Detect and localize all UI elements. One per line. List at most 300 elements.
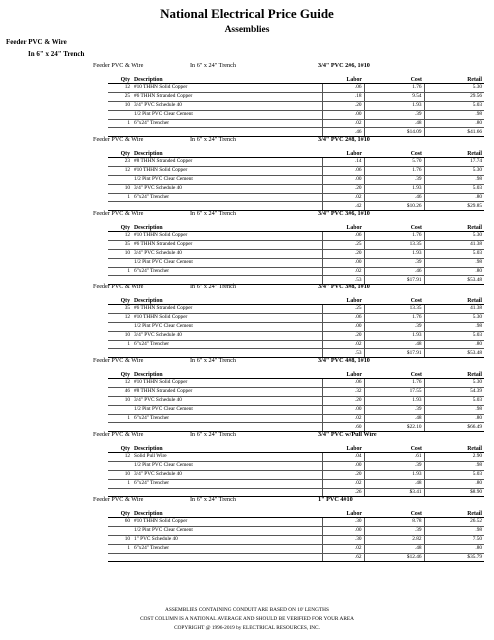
page-title: National Electrical Price Guide	[160, 6, 334, 21]
line-item-cost: 13.35	[364, 240, 424, 249]
column-header-row	[108, 295, 484, 305]
assembly-label: 3/4" PVC 3#6, 1#10	[318, 210, 370, 217]
line-item-description: 1/2 Pint PVC Clear Cement	[132, 258, 322, 267]
line-item-cost: .48	[364, 340, 424, 349]
line-item-labor: .30	[322, 518, 364, 527]
line-item-labor: .02	[322, 119, 364, 128]
total-retail: $29.85	[424, 202, 484, 211]
total-retail: $66.49	[424, 423, 484, 432]
line-item-cost: 17.55	[364, 387, 424, 396]
assembly-header	[0, 210, 494, 221]
line-item-retail: 2.90	[424, 453, 484, 462]
line-item-labor: .02	[322, 267, 364, 276]
column-header-labor: Labor	[322, 74, 364, 84]
line-item-row	[108, 193, 484, 202]
assembly-table	[108, 295, 484, 358]
assembly-trench: In 6" x 24" Trench	[190, 283, 236, 290]
line-item-qty: 35	[108, 305, 132, 314]
line-item-labor: .02	[322, 414, 364, 423]
line-item-retail: .80	[424, 479, 484, 488]
column-header-labor: Labor	[322, 443, 364, 453]
total-retail: $53.48	[424, 276, 484, 285]
total-retail: $53.48	[424, 349, 484, 358]
line-item-cost: 1.76	[364, 166, 424, 175]
total-cost: $22.10	[364, 423, 424, 432]
column-header-qty: Qty	[108, 508, 132, 518]
line-item-description: #8 THHN Stranded Copper	[132, 387, 322, 396]
line-item-retail: .98	[424, 526, 484, 535]
line-item-cost: 1.76	[364, 379, 424, 388]
line-item-row	[108, 232, 484, 241]
line-item-row	[108, 258, 484, 267]
line-item-labor: .20	[322, 184, 364, 193]
line-item-cost: .48	[364, 544, 424, 553]
line-item-description: 3/4" PVC Schedule 40	[132, 396, 322, 405]
line-item-retail: 29.56	[424, 92, 484, 101]
assembly-header	[0, 283, 494, 294]
line-item-retail: 5.30	[424, 313, 484, 322]
column-header-row	[108, 222, 484, 232]
assembly-item: Feeder PVC & Wire	[93, 431, 144, 438]
line-item-labor: .06	[322, 379, 364, 388]
line-item-retail: 41.38	[424, 240, 484, 249]
line-item-retail: .80	[424, 267, 484, 276]
line-item-labor: .00	[322, 461, 364, 470]
line-item-qty	[108, 175, 132, 184]
page-subtitle: Assemblies	[224, 25, 270, 35]
line-item-row	[108, 119, 484, 128]
line-item-description: 6"x24" Trencher	[132, 267, 322, 276]
line-item-description: #6 THHN Stranded Copper	[132, 240, 322, 249]
column-header-cost: Cost	[364, 508, 424, 518]
column-header-qty: Qty	[108, 443, 132, 453]
line-item-row	[108, 101, 484, 110]
line-item-description: 1/2 Pint PVC Clear Cement	[132, 322, 322, 331]
line-item-row	[108, 184, 484, 193]
line-item-labor: .18	[322, 92, 364, 101]
line-item-row	[108, 340, 484, 349]
line-item-qty: 1	[108, 267, 132, 276]
line-item-qty: 1	[108, 119, 132, 128]
line-item-retail: 17.74	[424, 158, 484, 167]
line-item-cost: 1.93	[364, 101, 424, 110]
line-item-row	[108, 249, 484, 258]
line-item-retail: 26.52	[424, 518, 484, 527]
line-item-row	[108, 175, 484, 184]
line-item-row	[108, 470, 484, 479]
subcategory-heading: In 6" x 24" Trench	[28, 50, 85, 58]
total-cost: $17.91	[364, 276, 424, 285]
line-item-qty: 1	[108, 544, 132, 553]
assembly-block	[0, 136, 494, 209]
line-item-retail: .98	[424, 322, 484, 331]
total-labor: .42	[322, 202, 364, 211]
line-item-retail: 5.03	[424, 101, 484, 110]
line-item-labor: .20	[322, 396, 364, 405]
assembly-item: Feeder PVC & Wire	[93, 210, 144, 217]
assembly-table	[108, 508, 484, 562]
line-item-cost: 1.93	[364, 249, 424, 258]
line-item-cost: .39	[364, 322, 424, 331]
footer-copyright: COPYRIGHT @ 1996-2019 by ELECTRICAL RESOURCES, INC.	[174, 625, 320, 631]
total-labor: .53	[322, 276, 364, 285]
assembly-label: 1" PVC 4#10	[318, 496, 353, 503]
line-item-retail: .98	[424, 461, 484, 470]
line-item-qty: 1	[108, 414, 132, 423]
line-item-labor: .20	[322, 470, 364, 479]
line-item-description: 6"x24" Trencher	[132, 119, 322, 128]
line-item-retail: 5.03	[424, 249, 484, 258]
assembly-block	[0, 431, 494, 495]
total-labor: .26	[322, 488, 364, 497]
line-item-labor: .30	[322, 535, 364, 544]
line-item-description: 1/2 Pint PVC Clear Cement	[132, 526, 322, 535]
line-item-qty	[108, 405, 132, 414]
footer-note-cost: COST COLUMN IS A NATIONAL AVERAGE AND SHOULD BE VERIFIED FOR YOUR AREA	[140, 616, 354, 622]
line-item-description: 3/4" PVC Schedule 40	[132, 249, 322, 258]
column-header-qty: Qty	[108, 74, 132, 84]
assembly-table	[108, 74, 484, 137]
line-item-cost: 9.54	[364, 92, 424, 101]
column-header-retail: Retail	[424, 508, 484, 518]
line-item-labor: .00	[322, 526, 364, 535]
line-item-qty: 12	[108, 379, 132, 388]
column-header-row	[108, 443, 484, 453]
line-item-cost: .46	[364, 267, 424, 276]
assembly-label: 3/4" PVC 2#8, 1#10	[318, 136, 370, 143]
column-header-retail: Retail	[424, 369, 484, 379]
line-item-description: #10 THHN Solid Copper	[132, 232, 322, 241]
line-item-labor: .02	[322, 544, 364, 553]
assembly-header	[0, 136, 494, 147]
line-item-description: #10 THHN Solid Copper	[132, 166, 322, 175]
line-item-labor: .02	[322, 193, 364, 202]
assembly-header	[0, 62, 494, 73]
line-item-description: 3/4" PVC Schedule 40	[132, 331, 322, 340]
line-item-qty	[108, 110, 132, 119]
line-item-description: 6"x24" Trencher	[132, 414, 322, 423]
total-labor: .53	[322, 349, 364, 358]
assembly-header	[0, 431, 494, 442]
line-item-row	[108, 331, 484, 340]
line-item-description: 1/2 Pint PVC Clear Cement	[132, 175, 322, 184]
line-item-row	[108, 396, 484, 405]
line-item-qty: 1	[108, 340, 132, 349]
line-item-labor: .00	[322, 258, 364, 267]
assembly-item: Feeder PVC & Wire	[93, 283, 144, 290]
line-item-retail: 5.30	[424, 84, 484, 93]
line-item-cost: 1.93	[364, 184, 424, 193]
line-item-retail: .80	[424, 414, 484, 423]
line-item-qty: 10	[108, 184, 132, 193]
line-item-row	[108, 379, 484, 388]
line-item-cost: 2.82	[364, 535, 424, 544]
line-item-labor: .06	[322, 166, 364, 175]
assembly-label: 3/4" PVC 2#6, 1#10	[318, 62, 370, 69]
line-item-qty: 10	[108, 249, 132, 258]
line-item-retail: 5.30	[424, 379, 484, 388]
line-item-retail: .98	[424, 110, 484, 119]
column-header-description: Description	[132, 508, 322, 518]
line-item-qty: 10	[108, 331, 132, 340]
assembly-total-row	[108, 553, 484, 562]
line-item-row	[108, 387, 484, 396]
line-item-labor: .06	[322, 313, 364, 322]
line-item-labor: .06	[322, 84, 364, 93]
line-item-cost: 1.93	[364, 396, 424, 405]
line-item-row	[108, 544, 484, 553]
line-item-cost: .39	[364, 175, 424, 184]
line-item-retail: .80	[424, 544, 484, 553]
line-item-qty: 10	[108, 535, 132, 544]
line-item-row	[108, 414, 484, 423]
column-header-labor: Labor	[322, 222, 364, 232]
assembly-item: Feeder PVC & Wire	[93, 62, 144, 69]
column-header-labor: Labor	[322, 148, 364, 158]
line-item-retail: 5.03	[424, 184, 484, 193]
line-item-description: 1/2 Pint PVC Clear Cement	[132, 405, 322, 414]
column-header-cost: Cost	[364, 148, 424, 158]
line-item-cost: .39	[364, 526, 424, 535]
line-item-labor: .20	[322, 101, 364, 110]
line-item-retail: .80	[424, 340, 484, 349]
line-item-row	[108, 535, 484, 544]
line-item-description: #6 THHN Stranded Copper	[132, 92, 322, 101]
line-item-cost: 1.76	[364, 232, 424, 241]
line-item-cost: 5.70	[364, 158, 424, 167]
line-item-labor: .04	[322, 453, 364, 462]
line-item-retail: 7.50	[424, 535, 484, 544]
line-item-retail: 54.39	[424, 387, 484, 396]
line-item-row	[108, 313, 484, 322]
line-item-description: #10 THHN Solid Copper	[132, 518, 322, 527]
column-header-cost: Cost	[364, 443, 424, 453]
line-item-row	[108, 110, 484, 119]
total-cost: $12.46	[364, 553, 424, 562]
line-item-retail: .98	[424, 405, 484, 414]
total-labor: .46	[322, 128, 364, 137]
line-item-qty: 12	[108, 453, 132, 462]
line-item-cost: 13.35	[364, 305, 424, 314]
line-item-labor: .00	[322, 110, 364, 119]
line-item-retail: .98	[424, 175, 484, 184]
line-item-retail: 5.03	[424, 331, 484, 340]
line-item-cost: .61	[364, 453, 424, 462]
line-item-qty: 35	[108, 240, 132, 249]
column-header-cost: Cost	[364, 369, 424, 379]
line-item-qty: 12	[108, 313, 132, 322]
line-item-row	[108, 405, 484, 414]
line-item-row	[108, 305, 484, 314]
line-item-row	[108, 92, 484, 101]
column-header-labor: Labor	[322, 295, 364, 305]
line-item-qty	[108, 461, 132, 470]
line-item-retail: 5.30	[424, 166, 484, 175]
line-item-row	[108, 158, 484, 167]
total-labor: .62	[322, 553, 364, 562]
assembly-block	[0, 496, 494, 560]
line-item-qty: 1	[108, 479, 132, 488]
line-item-retail: .80	[424, 119, 484, 128]
line-item-qty: 10	[108, 470, 132, 479]
line-item-labor: .02	[322, 340, 364, 349]
assembly-label: 3/4" PVC w/Pull Wire	[318, 431, 377, 438]
line-item-qty: 12	[108, 84, 132, 93]
column-header-cost: Cost	[364, 295, 424, 305]
column-header-row	[108, 148, 484, 158]
column-header-labor: Labor	[322, 508, 364, 518]
total-retail: $35.79	[424, 553, 484, 562]
assembly-label: 3/4" PVC 4#8, 1#10	[318, 357, 370, 364]
line-item-description: #10 THHN Solid Copper	[132, 379, 322, 388]
line-item-description: 3/4" PVC Schedule 40	[132, 470, 322, 479]
assembly-trench: In 6" x 24" Trench	[190, 357, 236, 364]
assembly-table	[108, 222, 484, 285]
line-item-row	[108, 518, 484, 527]
column-header-description: Description	[132, 295, 322, 305]
column-header-qty: Qty	[108, 295, 132, 305]
line-item-row	[108, 461, 484, 470]
line-item-cost: 1.93	[364, 470, 424, 479]
line-item-retail: 5.03	[424, 470, 484, 479]
column-header-labor: Labor	[322, 369, 364, 379]
line-item-labor: .20	[322, 249, 364, 258]
line-item-description: 3/4" PVC Schedule 40	[132, 184, 322, 193]
column-header-cost: Cost	[364, 222, 424, 232]
column-header-retail: Retail	[424, 222, 484, 232]
line-item-description: 6"x24" Trencher	[132, 340, 322, 349]
line-item-labor: .25	[322, 240, 364, 249]
line-item-description: 6"x24" Trencher	[132, 193, 322, 202]
assembly-item: Feeder PVC & Wire	[93, 136, 144, 143]
assembly-header	[0, 496, 494, 507]
assembly-trench: In 6" x 24" Trench	[190, 62, 236, 69]
column-header-retail: Retail	[424, 74, 484, 84]
assembly-label: 3/4" PVC 3#8, 1#10	[318, 283, 370, 290]
column-header-row	[108, 508, 484, 518]
total-cost: $10.26	[364, 202, 424, 211]
total-cost: $14.09	[364, 128, 424, 137]
line-item-description: #10 THHN Solid Copper	[132, 313, 322, 322]
assembly-item: Feeder PVC & Wire	[93, 357, 144, 364]
line-item-cost: 1.76	[364, 313, 424, 322]
assembly-block	[0, 62, 494, 135]
column-header-cost: Cost	[364, 74, 424, 84]
line-item-retail: 5.03	[424, 396, 484, 405]
line-item-description: 1/2 Pint PVC Clear Cement	[132, 461, 322, 470]
column-header-row	[108, 74, 484, 84]
line-item-description: 6"x24" Trencher	[132, 544, 322, 553]
column-header-description: Description	[132, 148, 322, 158]
assembly-block	[0, 283, 494, 356]
line-item-retail: .98	[424, 258, 484, 267]
line-item-labor: .14	[322, 158, 364, 167]
line-item-labor: .00	[322, 405, 364, 414]
line-item-description: #8 THHN Stranded Copper	[132, 158, 322, 167]
line-item-labor: .20	[322, 331, 364, 340]
line-item-description: 6"x24" Trencher	[132, 479, 322, 488]
assembly-table	[108, 443, 484, 497]
line-item-qty: 10	[108, 101, 132, 110]
line-item-labor: .32	[322, 387, 364, 396]
assembly-table	[108, 369, 484, 432]
line-item-labor: .00	[322, 175, 364, 184]
footer-note-lengths: ASSEMBLIES CONTAINING CONDUIT ARE BASED ON 10' LENGTHS	[165, 607, 329, 613]
line-item-retail: .80	[424, 193, 484, 202]
column-header-description: Description	[132, 443, 322, 453]
line-item-qty: 25	[108, 92, 132, 101]
line-item-qty: 10	[108, 396, 132, 405]
line-item-retail: 41.38	[424, 305, 484, 314]
line-item-cost: 1.93	[364, 331, 424, 340]
column-header-qty: Qty	[108, 148, 132, 158]
line-item-qty	[108, 322, 132, 331]
column-header-description: Description	[132, 74, 322, 84]
line-item-description: Solid Pull Wire	[132, 453, 322, 462]
total-retail: $8.90	[424, 488, 484, 497]
line-item-description: 1" PVC Schedule 40	[132, 535, 322, 544]
line-item-row	[108, 267, 484, 276]
line-item-qty	[108, 526, 132, 535]
column-header-qty: Qty	[108, 369, 132, 379]
line-item-qty: 60	[108, 518, 132, 527]
line-item-description: #6 THHN Stranded Copper	[132, 305, 322, 314]
total-cost: $3.41	[364, 488, 424, 497]
line-item-cost: .39	[364, 110, 424, 119]
line-item-cost: .48	[364, 119, 424, 128]
assembly-block	[0, 357, 494, 430]
line-item-cost: .39	[364, 461, 424, 470]
line-item-cost: .46	[364, 193, 424, 202]
column-header-qty: Qty	[108, 222, 132, 232]
line-item-row	[108, 526, 484, 535]
line-item-description: 1/2 Pint PVC Clear Cement	[132, 110, 322, 119]
line-item-row	[108, 322, 484, 331]
category-heading: Feeder PVC & Wire	[6, 38, 67, 46]
column-header-description: Description	[132, 222, 322, 232]
line-item-row	[108, 166, 484, 175]
line-item-qty: 12	[108, 166, 132, 175]
line-item-qty: 23	[108, 158, 132, 167]
total-labor: .60	[322, 423, 364, 432]
line-item-qty: 1	[108, 193, 132, 202]
line-item-qty	[108, 258, 132, 267]
line-item-labor: .25	[322, 305, 364, 314]
line-item-qty: 46	[108, 387, 132, 396]
total-spacer	[132, 553, 322, 562]
line-item-row	[108, 84, 484, 93]
assembly-trench: In 6" x 24" Trench	[190, 136, 236, 143]
assembly-item: Feeder PVC & Wire	[93, 496, 144, 503]
line-item-cost: .39	[364, 258, 424, 267]
assembly-trench: In 6" x 24" Trench	[190, 431, 236, 438]
column-header-description: Description	[132, 369, 322, 379]
column-header-retail: Retail	[424, 148, 484, 158]
line-item-row	[108, 453, 484, 462]
line-item-cost: .48	[364, 414, 424, 423]
line-item-labor: .02	[322, 479, 364, 488]
total-retail: $41.66	[424, 128, 484, 137]
line-item-description: #10 THHN Solid Copper	[132, 84, 322, 93]
assembly-header	[0, 357, 494, 368]
line-item-cost: .39	[364, 405, 424, 414]
line-item-qty: 12	[108, 232, 132, 241]
column-header-retail: Retail	[424, 443, 484, 453]
line-item-labor: .00	[322, 322, 364, 331]
line-item-cost: 1.76	[364, 84, 424, 93]
line-item-retail: 5.30	[424, 232, 484, 241]
column-header-retail: Retail	[424, 295, 484, 305]
